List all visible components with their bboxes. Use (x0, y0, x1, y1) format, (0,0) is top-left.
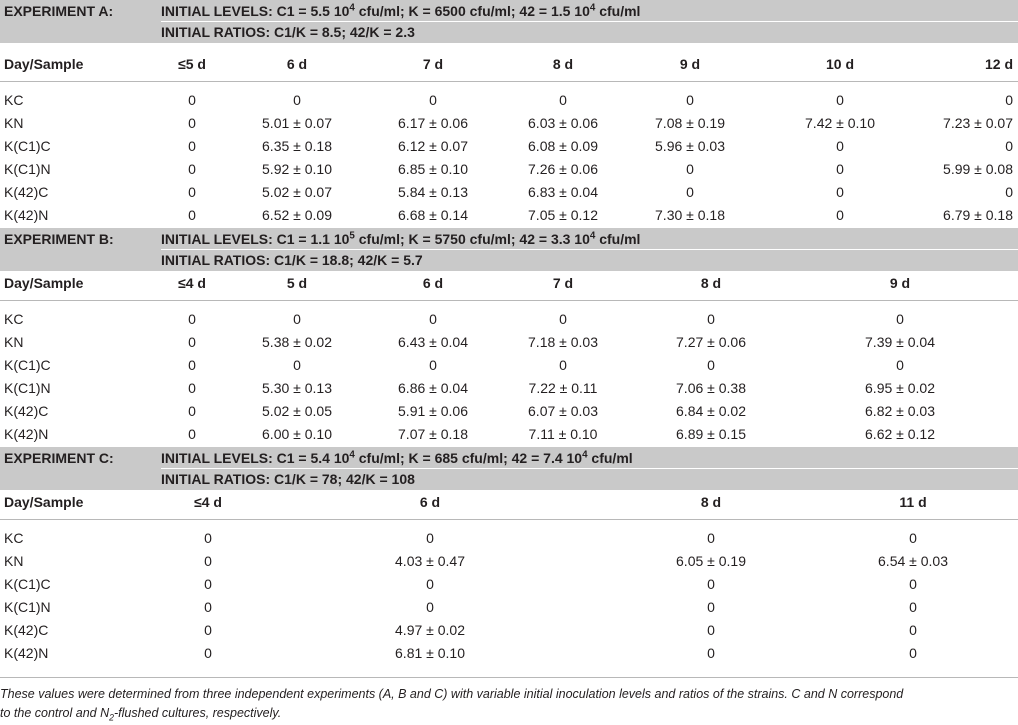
column-header: 6 d (419, 494, 441, 510)
initial-ratios: INITIAL RATIOS: C1/K = 18.8; 42/K = 5.7 (161, 252, 423, 268)
table-cell: 5.92 ± 0.10 (262, 161, 332, 177)
sample-name: KC (4, 92, 24, 108)
table-cell: 6.79 ± 0.18 (943, 207, 1013, 223)
table-cell: 6.03 ± 0.06 (528, 115, 598, 131)
table-cell: 7.27 ± 0.06 (676, 334, 746, 350)
table-row (0, 182, 1018, 205)
column-header: ≤4 d (178, 275, 206, 291)
header-rule (0, 519, 1018, 520)
table-cell: 5.02 ± 0.07 (262, 184, 332, 200)
experiment-label: EXPERIMENT A: (4, 3, 114, 19)
table-cell: 7.07 ± 0.18 (398, 426, 468, 442)
initial-ratios: INITIAL RATIOS: C1/K = 8.5; 42/K = 2.3 (161, 24, 415, 40)
table-row (0, 551, 1018, 574)
table-cell: 6.82 ± 0.03 (865, 403, 935, 419)
table-row (0, 643, 1018, 666)
table-cell: 7.42 ± 0.10 (805, 115, 875, 131)
table-row (0, 597, 1018, 620)
table-cell: 0 (293, 92, 301, 108)
table-cell: 0 (429, 357, 437, 373)
experiment-a-band (0, 0, 1018, 43)
table-cell: 0 (896, 357, 904, 373)
table-cell: 5.01 ± 0.07 (262, 115, 332, 131)
column-header: ≤4 d (194, 494, 222, 510)
table-cell: 0 (836, 184, 844, 200)
table-bottom-rule (0, 677, 1018, 678)
table-cell: 6.35 ± 0.18 (262, 138, 332, 154)
table-cell: 6.89 ± 0.15 (676, 426, 746, 442)
table-cell: 0 (204, 553, 212, 569)
table-cell: 6.05 ± 0.19 (676, 553, 746, 569)
table-cell: 0 (188, 426, 196, 442)
table-cell: 0 (204, 622, 212, 638)
footnote-line-2: to the control and $N_2$-flushed cultures, respectively. (0, 706, 282, 723)
table-cell: 0 (836, 161, 844, 177)
table-cell: 0 (707, 357, 715, 373)
table-cell: 0 (188, 161, 196, 177)
table-row (0, 136, 1018, 159)
table-row (0, 574, 1018, 597)
column-header: 6 d (422, 275, 444, 291)
sample-name: K(42)C (4, 622, 49, 638)
sample-name: K(C1)C (4, 576, 51, 592)
table-cell: 6.84 ± 0.02 (676, 403, 746, 419)
experiment-label: EXPERIMENT B: (4, 231, 114, 247)
table-cell: 0 (293, 311, 301, 327)
table-cell: 0 (559, 311, 567, 327)
table-cell: 0 (896, 311, 904, 327)
table-cell: 7.22 ± 0.11 (528, 380, 598, 396)
table-cell: 0 (1005, 92, 1013, 108)
sample-name: K(42)N (4, 426, 49, 442)
sample-name: KC (4, 530, 24, 546)
column-header: 9 d (679, 56, 701, 72)
table-cell: 6.08 ± 0.09 (528, 138, 598, 154)
column-header: Day/Sample (4, 56, 84, 72)
table-cell: 0 (188, 92, 196, 108)
table-cell: 7.30 ± 0.18 (655, 207, 725, 223)
column-header: Day/Sample (4, 494, 84, 510)
table-cell: 4.97 ± 0.02 (395, 622, 465, 638)
table-cell: 5.99 ± 0.08 (943, 161, 1013, 177)
table-cell: 6.07 ± 0.03 (528, 403, 598, 419)
column-header: ≤5 d (178, 56, 206, 72)
table-cell: 0 (188, 311, 196, 327)
initial-levels: INITIAL LEVELS: C1 = 1.1 $10^5$ cfu/ml; K = 5750 cfu/ml; 42 = 3.3 $10^4$ cfu/ml (161, 230, 641, 247)
table-cell: 0 (707, 576, 715, 592)
column-header: 10 d (825, 56, 855, 72)
table-cell: 6.85 ± 0.10 (398, 161, 468, 177)
table-cell: 7.06 ± 0.38 (676, 380, 746, 396)
sample-name: K(C1)N (4, 161, 51, 177)
table-cell: 7.11 ± 0.10 (528, 426, 598, 442)
table-cell: 0 (836, 207, 844, 223)
table-cell: 0 (909, 599, 917, 615)
table-cell: 7.26 ± 0.06 (528, 161, 598, 177)
column-header: 12 d (984, 56, 1013, 72)
table-cell: 0 (188, 357, 196, 373)
experiment-c-header (0, 491, 1018, 515)
experiment-label: EXPERIMENT C: (4, 450, 114, 466)
experiment-b-header (0, 272, 1018, 296)
table-cell: 0 (559, 92, 567, 108)
experiment-c-band (0, 447, 1018, 490)
header-rule (0, 300, 1018, 301)
sample-name: K(42)C (4, 184, 49, 200)
table-cell: 6.83 ± 0.04 (528, 184, 598, 200)
table-cell: 0 (909, 622, 917, 638)
table-cell: 5.91 ± 0.06 (398, 403, 468, 419)
table-cell: 0 (429, 92, 437, 108)
table-cell: 0 (707, 645, 715, 661)
table-row (0, 159, 1018, 182)
table-cell: 4.03 ± 0.47 (395, 553, 465, 569)
table-cell: 6.17 ± 0.06 (398, 115, 468, 131)
table-cell: 6.00 ± 0.10 (262, 426, 332, 442)
table-cell: 7.18 ± 0.03 (528, 334, 598, 350)
table-cell: 0 (429, 311, 437, 327)
table-cell: 0 (707, 599, 715, 615)
table-cell: 0 (188, 334, 196, 350)
column-header: Day/Sample (4, 275, 84, 291)
table-cell: 7.05 ± 0.12 (528, 207, 598, 223)
sample-name: K(42)C (4, 403, 49, 419)
table-cell: 0 (707, 622, 715, 638)
table-cell: 6.62 ± 0.12 (865, 426, 935, 442)
table-cell: 6.86 ± 0.04 (398, 380, 468, 396)
table-row (0, 378, 1018, 401)
sample-name: K(C1)C (4, 357, 51, 373)
column-header: 7 d (422, 56, 444, 72)
table-cell: 0 (188, 207, 196, 223)
experiment-b-band (0, 228, 1018, 271)
sample-name: KN (4, 115, 24, 131)
table-cell: 5.96 ± 0.03 (655, 138, 725, 154)
column-header: 9 d (889, 275, 911, 291)
table-row (0, 90, 1018, 113)
table-cell: 0 (426, 576, 434, 592)
column-header: 6 d (286, 56, 308, 72)
table-cell: 0 (293, 357, 301, 373)
table-cell: 0 (909, 530, 917, 546)
sample-name: K(42)N (4, 645, 49, 661)
sample-name: K(42)N (4, 207, 49, 223)
table-cell: 6.95 ± 0.02 (865, 380, 935, 396)
table-cell: 6.12 ± 0.07 (398, 138, 468, 154)
sample-name: K(C1)N (4, 599, 51, 615)
table-cell: 0 (686, 161, 694, 177)
table-footnote (0, 685, 1018, 723)
table-cell: 0 (909, 645, 917, 661)
sample-name: KN (4, 334, 24, 350)
sample-name: KC (4, 311, 24, 327)
table-row (0, 332, 1018, 355)
table-cell: 0 (188, 380, 196, 396)
footnote-line-1: These values were determined from three independent experiments (A, B and C) with variable initial inoculation levels and ratios of the strains. C and N correspond (0, 687, 904, 701)
table-cell: 0 (188, 138, 196, 154)
initial-levels: INITIAL LEVELS: C1 = 5.4 $10^4$ cfu/ml; K = 685 cfu/ml; 42 = 7.4 $10^4$ cfu/ml (161, 449, 633, 466)
initial-levels: INITIAL LEVELS: C1 = 5.5 $10^4$ cfu/ml; K = 6500 cfu/ml; 42 = 1.5 $10^4$ cfu/ml (161, 2, 641, 19)
table-row (0, 205, 1018, 228)
column-header: 11 d (899, 494, 927, 510)
table-cell: 0 (909, 576, 917, 592)
table-cell: 0 (204, 576, 212, 592)
table-cell: 0 (1005, 138, 1013, 154)
table-row (0, 113, 1018, 136)
column-header: 8 d (700, 275, 722, 291)
table-cell: 6.52 ± 0.09 (262, 207, 332, 223)
table-cell: 5.84 ± 0.13 (398, 184, 468, 200)
sample-name: KN (4, 553, 24, 569)
table-cell: 0 (426, 530, 434, 546)
table-cell: 6.54 ± 0.03 (878, 553, 948, 569)
header-rule (0, 81, 1018, 82)
table-cell: 0 (559, 357, 567, 373)
sample-name: K(C1)N (4, 380, 51, 396)
table-cell: 6.81 ± 0.10 (395, 645, 465, 661)
table-cell: 0 (836, 92, 844, 108)
table-cell: 0 (188, 184, 196, 200)
table-cell: 6.43 ± 0.04 (398, 334, 468, 350)
table-row (0, 401, 1018, 424)
table-cell: 6.68 ± 0.14 (398, 207, 468, 223)
sample-name: K(C1)C (4, 138, 51, 154)
initial-ratios: INITIAL RATIOS: C1/K = 78; 42/K = 108 (161, 471, 415, 487)
table-cell: 5.02 ± 0.05 (262, 403, 332, 419)
table-cell: 0 (204, 530, 212, 546)
table-row (0, 424, 1018, 447)
table-cell: 7.08 ± 0.19 (655, 115, 725, 131)
column-header: 8 d (700, 494, 722, 510)
table-row (0, 355, 1018, 378)
table-cell: 5.30 ± 0.13 (262, 380, 332, 396)
column-header: 5 d (286, 275, 308, 291)
table-cell: 0 (707, 530, 715, 546)
table-row (0, 528, 1018, 551)
table-cell: 0 (188, 115, 196, 131)
table-cell: 7.39 ± 0.04 (865, 334, 935, 350)
table-cell: 0 (686, 92, 694, 108)
table-row (0, 309, 1018, 332)
table-cell: 0 (188, 403, 196, 419)
table-cell: 0 (204, 645, 212, 661)
table-cell: 7.23 ± 0.07 (943, 115, 1013, 131)
table-cell: 0 (686, 184, 694, 200)
table-cell: 0 (836, 138, 844, 154)
table-cell: 0 (707, 311, 715, 327)
table-cell: 0 (426, 599, 434, 615)
table-row (0, 620, 1018, 643)
experiment-a-header (0, 53, 1018, 77)
table-cell: 0 (1005, 184, 1013, 200)
table-cell: 0 (204, 599, 212, 615)
column-header: 7 d (552, 275, 574, 291)
table-cell: 5.38 ± 0.02 (262, 334, 332, 350)
column-header: 8 d (552, 56, 574, 72)
